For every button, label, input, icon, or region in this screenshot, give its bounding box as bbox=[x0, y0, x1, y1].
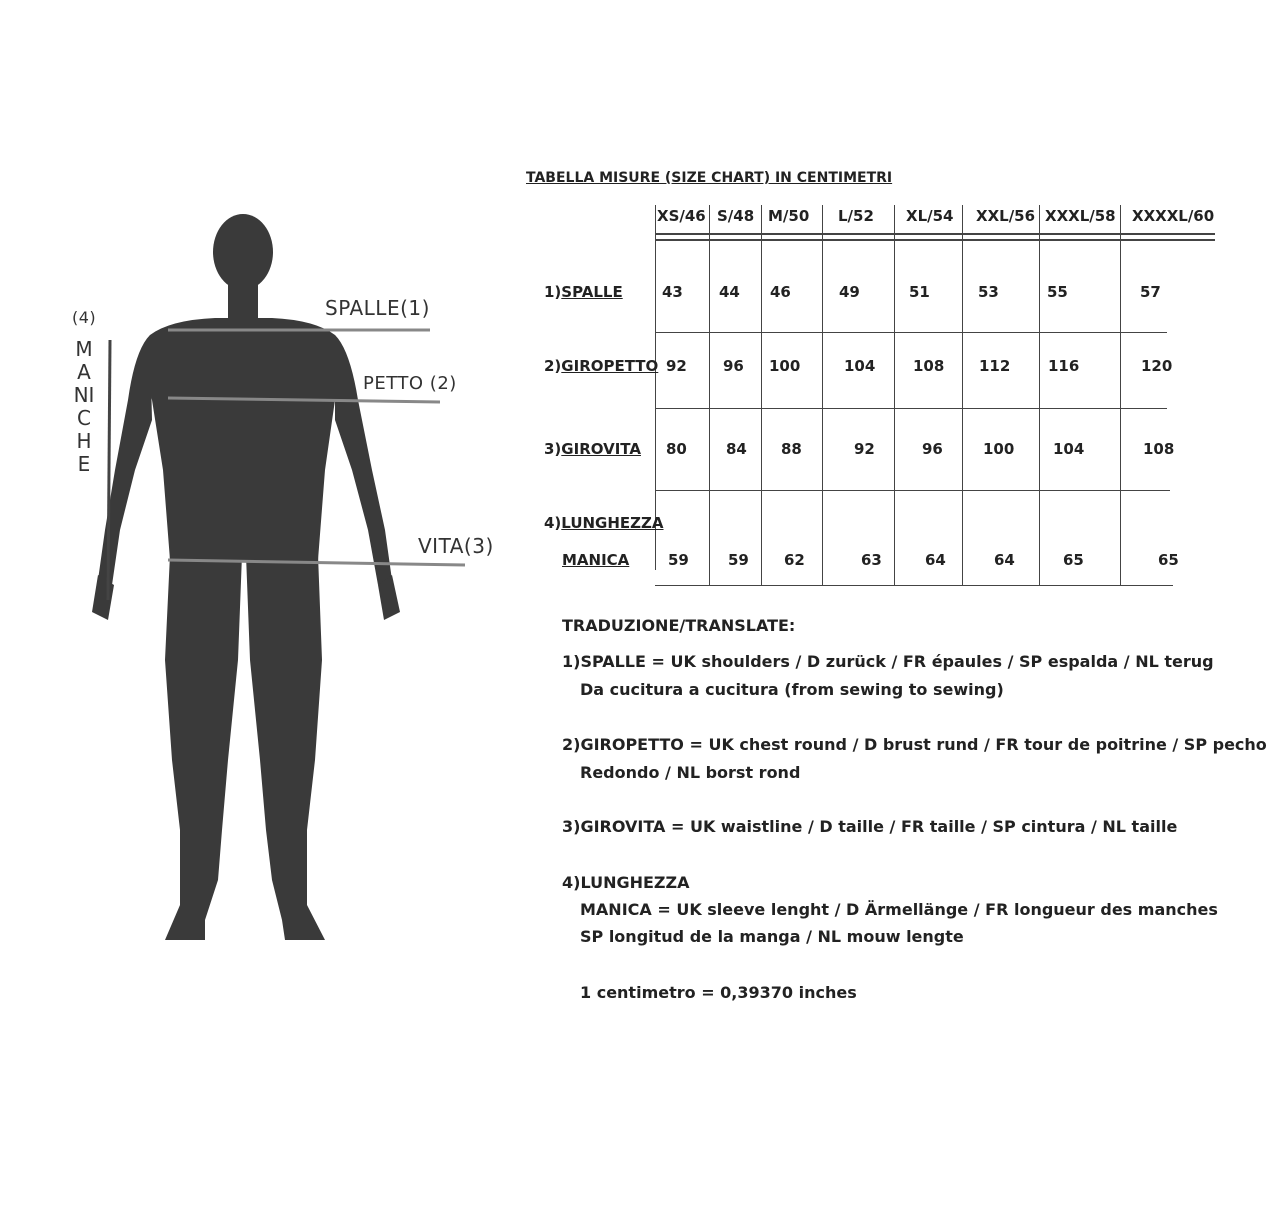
table-cell: 44 bbox=[719, 283, 740, 301]
table-cell: 96 bbox=[922, 440, 943, 458]
table-cell: 63 bbox=[861, 551, 882, 569]
table-cell: 108 bbox=[1143, 440, 1175, 458]
table-cell: 53 bbox=[978, 283, 999, 301]
table-cell: 120 bbox=[1141, 357, 1173, 375]
conversion-note: 1 centimetro = 0,39370 inches bbox=[580, 983, 857, 1002]
translation-heading: TRADUZIONE/TRANSLATE: bbox=[562, 616, 796, 635]
translation-item-2-detail: Redondo / NL borst rond bbox=[580, 763, 801, 782]
table-cell: 80 bbox=[666, 440, 687, 458]
petto-figure-label: PETTO (2) bbox=[363, 373, 457, 394]
table-cell: 104 bbox=[844, 357, 876, 375]
table-cell: 59 bbox=[728, 551, 749, 569]
table-cell: 65 bbox=[1158, 551, 1179, 569]
maniche-vertical-label: MANICHE bbox=[73, 337, 95, 476]
table-cell: 64 bbox=[994, 551, 1015, 569]
table-cell: 43 bbox=[662, 283, 683, 301]
table-cell: 92 bbox=[666, 357, 687, 375]
vita-figure-label: VITA(3) bbox=[418, 534, 494, 558]
table-cell: 104 bbox=[1053, 440, 1085, 458]
table-cell: 57 bbox=[1140, 283, 1161, 301]
translation-item-1: 1)SPALLE = UK shoulders / D zurück / FR épaules / SP espalda / NL terug bbox=[562, 652, 1214, 671]
translation-item-4: 4)LUNGHEZZA bbox=[562, 873, 690, 892]
table-cell: 108 bbox=[913, 357, 945, 375]
size-header: M/50 bbox=[768, 207, 810, 225]
translation-item-2: 2)GIROPETTO = UK chest round / D brust rund / FR tour de poitrine / SP pecho bbox=[562, 735, 1267, 754]
size-header: XS/46 bbox=[657, 207, 706, 225]
translation-item-4-detail-2: SP longitud de la manga / NL mouw lengte bbox=[580, 927, 964, 946]
table-cell: 96 bbox=[723, 357, 744, 375]
table-cell: 65 bbox=[1063, 551, 1084, 569]
table-cell: 88 bbox=[781, 440, 802, 458]
row-label-manica: MANICA bbox=[562, 551, 630, 569]
table-cell: 92 bbox=[854, 440, 875, 458]
table-cell: 46 bbox=[770, 283, 791, 301]
table-cell: 62 bbox=[784, 551, 805, 569]
spalle-figure-label: SPALLE(1) bbox=[325, 296, 430, 320]
size-header: L/52 bbox=[838, 207, 874, 225]
row-label-spalle: 1)SPALLE bbox=[544, 283, 623, 301]
table-cell: 100 bbox=[769, 357, 801, 375]
size-header: S/48 bbox=[717, 207, 755, 225]
table-cell: 116 bbox=[1048, 357, 1080, 375]
body-silhouette-icon bbox=[0, 0, 520, 1000]
size-header: XXL/56 bbox=[976, 207, 1036, 225]
table-cell: 59 bbox=[668, 551, 689, 569]
translation-item-1-detail: Da cucitura a cucitura (from sewing to sewing) bbox=[580, 680, 1004, 699]
translation-item-3: 3)GIROVITA = UK waistline / D taille / FR taille / SP cintura / NL taille bbox=[562, 817, 1178, 836]
size-header: XL/54 bbox=[906, 207, 954, 225]
size-header: XXXL/58 bbox=[1045, 207, 1116, 225]
table-cell: 64 bbox=[925, 551, 946, 569]
table-cell: 49 bbox=[839, 283, 860, 301]
row-label-giropetto: 2)GIROPETTO bbox=[544, 357, 659, 375]
table-cell: 55 bbox=[1047, 283, 1068, 301]
translation-item-4-detail: MANICA = UK sleeve lenght / D Ärmellänge / FR longueur des manches bbox=[580, 900, 1218, 919]
body-figure bbox=[0, 0, 520, 1000]
table-cell: 84 bbox=[726, 440, 747, 458]
table-cell: 100 bbox=[983, 440, 1015, 458]
row-label-girovita: 3)GIROVITA bbox=[544, 440, 641, 458]
row-label-lunghezza: 4)LUNGHEZZA bbox=[544, 514, 664, 532]
size-chart-title: TABELLA MISURE (SIZE CHART) IN CENTIMETRI bbox=[526, 170, 893, 186]
size-header: XXXXL/60 bbox=[1132, 207, 1215, 225]
table-cell: 112 bbox=[979, 357, 1011, 375]
maniche-number-label: (4) bbox=[72, 308, 97, 327]
table-cell: 51 bbox=[909, 283, 930, 301]
